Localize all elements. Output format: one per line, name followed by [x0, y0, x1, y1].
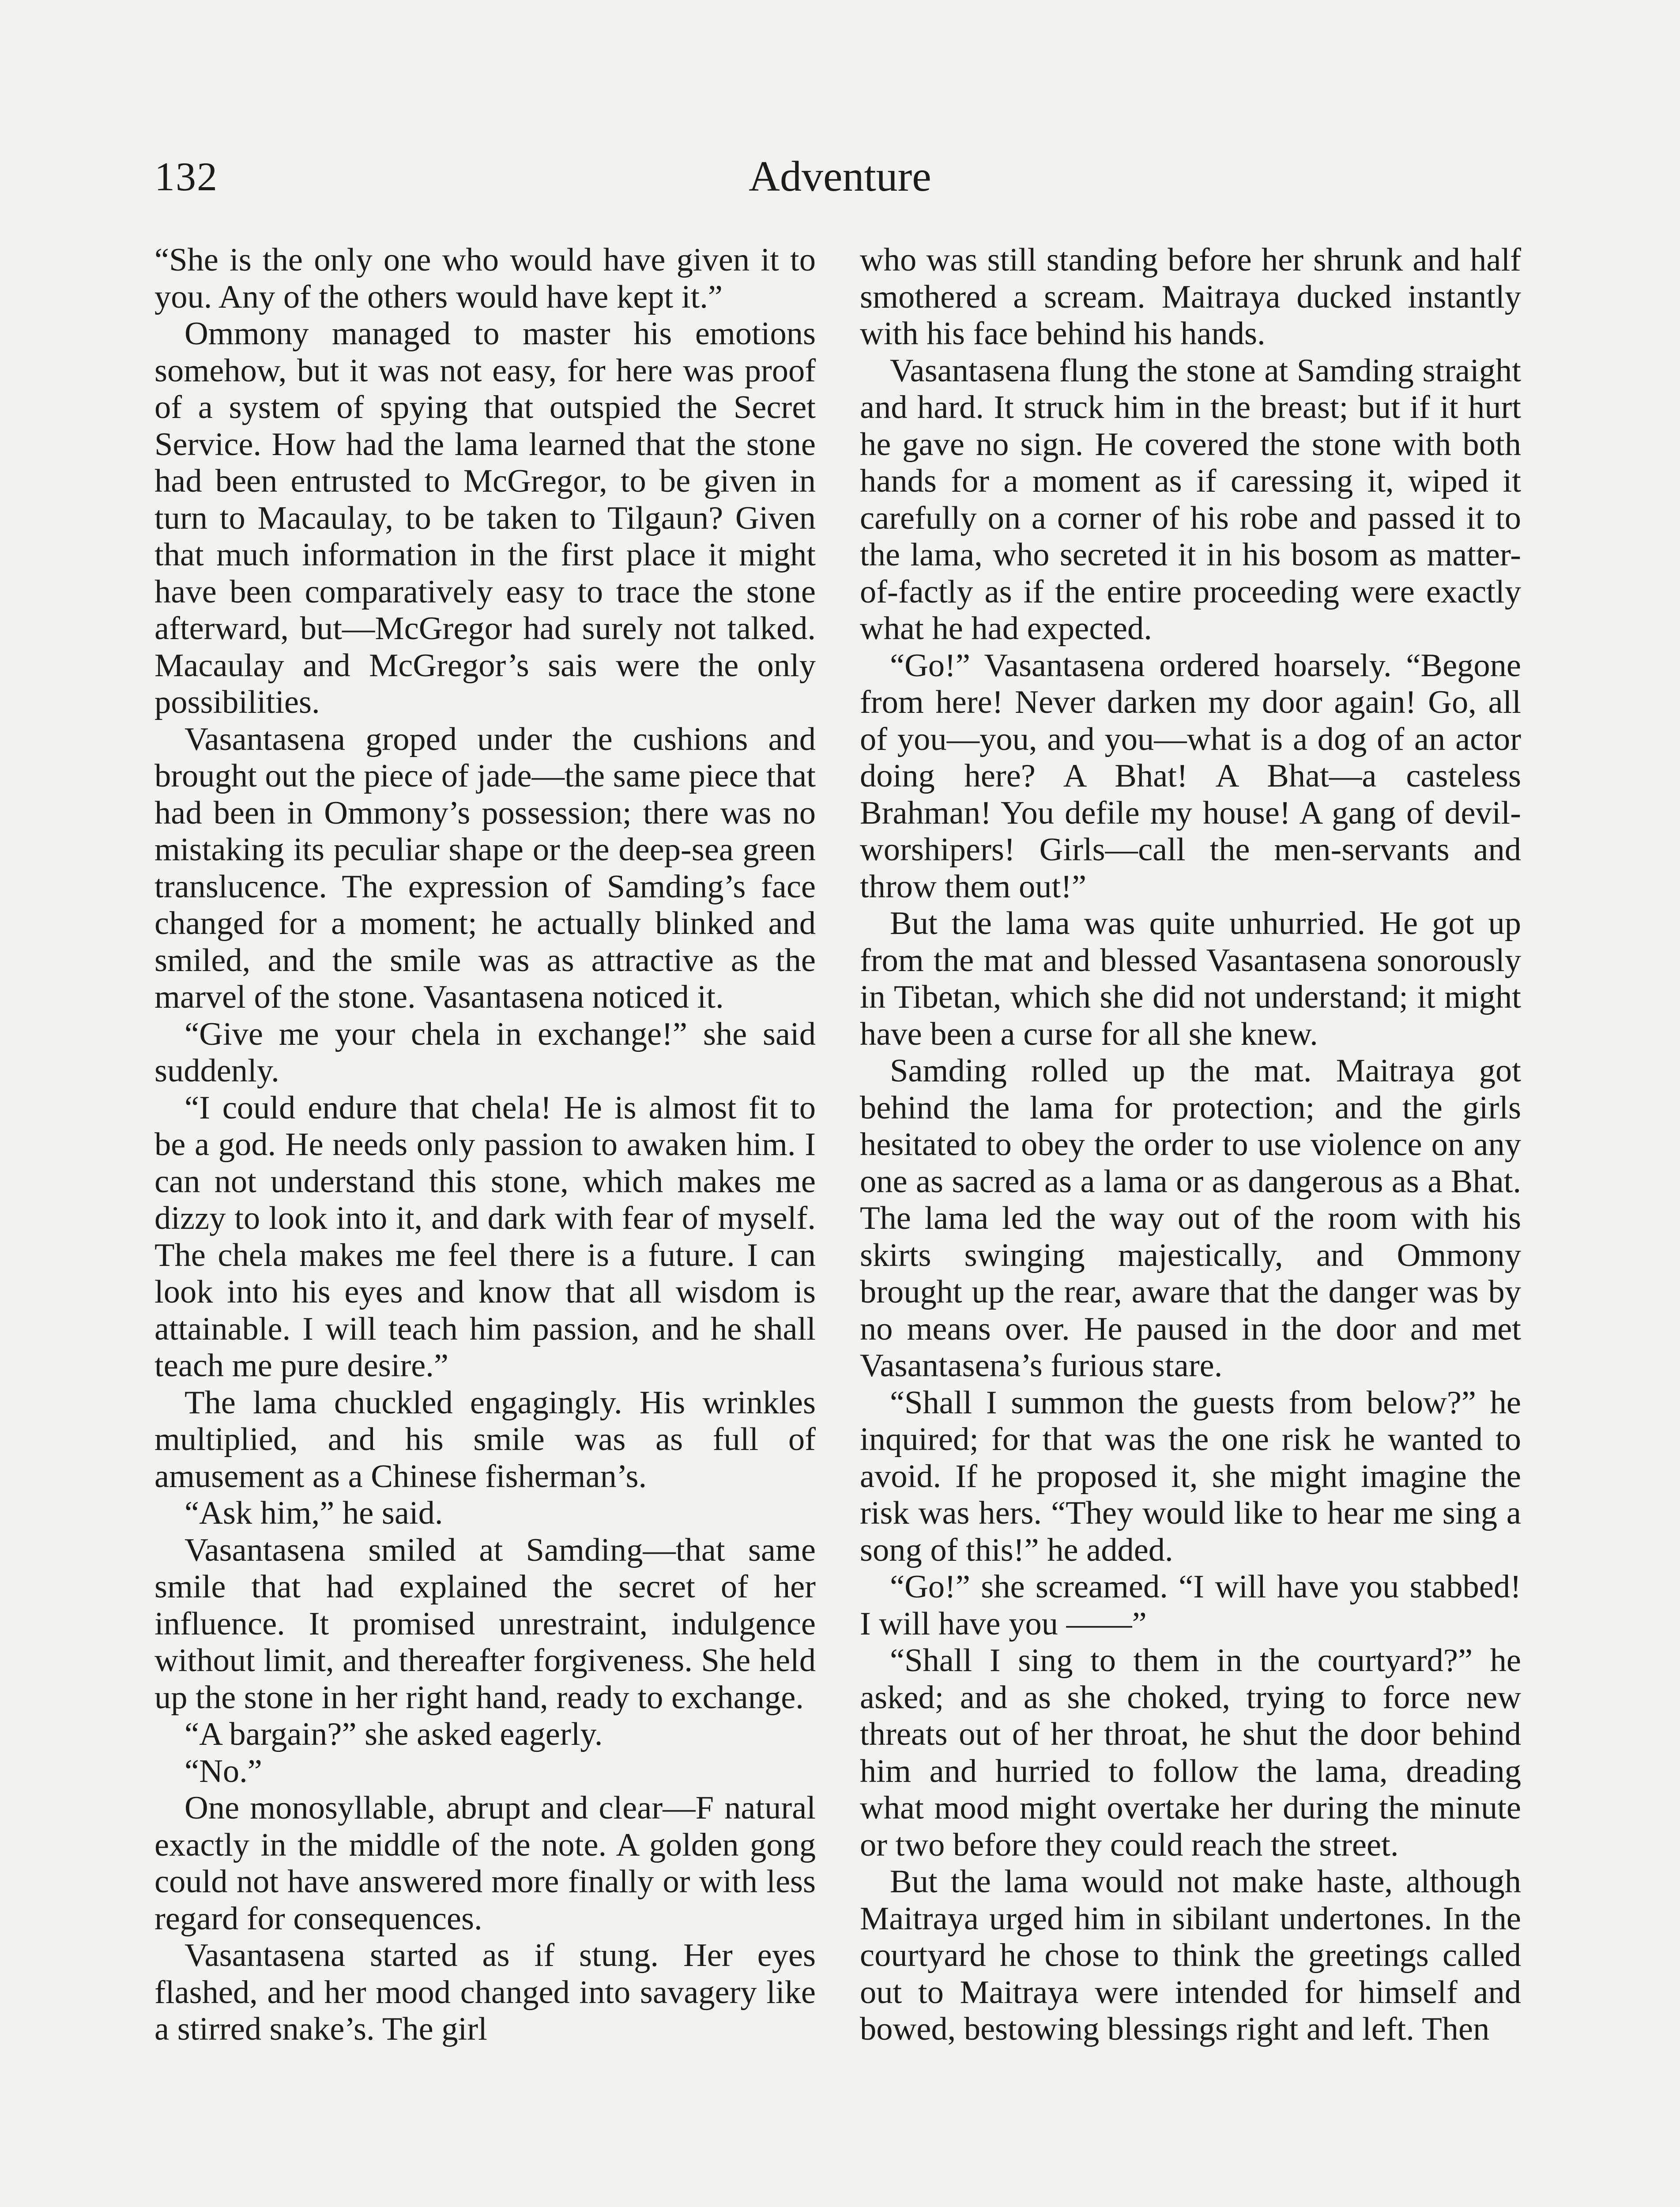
- page-title: Adventure: [749, 153, 931, 200]
- paragraph: Vasantasena smiled at Samding—that same smile that had explained the secret of her influence. It promised unrestraint, indulgence without limit, and thereafter forgiveness. She held up the stone in her right hand, ready to exchange.: [154, 1532, 816, 1716]
- paragraph: Ommony managed to master his emotions somehow, but it was not easy, for here was proof of a system of spying that outspied the Secret Service. How had the lama learned that the stone had been entrusted to McGregor, to be given in turn to Macaulay, to be taken to Tilgaun? Given that much information in the first place it might have been comparatively easy to trace the stone afterward, but—McGregor had surely not talked. Macaulay and McGregor’s sais were the only possibilities.: [154, 316, 816, 720]
- paragraph: “No.”: [185, 1753, 262, 1789]
- paragraph: who was still standing before her shrunk and half smothered a scream. Maitraya ducked instantly with his face behind his hands.: [860, 242, 1521, 352]
- paragraph: “Shall I sing to them in the courtyard?” he asked; and as she choked, trying to force new threats out of her throat, he shut the door behind him and hurried to follow the lama, dreading what mood might overtake her during the minute or two before they could reach the street.: [860, 1642, 1521, 1863]
- paragraph: “Give me your chela in exchange!” she said suddenly.: [154, 1016, 816, 1089]
- paragraph: Vasantasena started as if stung. Her eyes flashed, and her mood changed into savagery like a stirred snake’s. The girl: [154, 1937, 816, 2047]
- paragraph: One monosyllable, abrupt and clear—F natural exactly in the middle of the note. A golden gong could not have answered more finally or with less regard for consequences.: [154, 1790, 816, 1937]
- paragraph: “Go!” she screamed. “I will have you stabbed! I will have you ——”: [860, 1569, 1521, 1642]
- page-number: 132: [154, 154, 218, 199]
- paragraph: “I could endure that chela! He is almost fit to be a god. He needs only passion to awaken him. I can not understand this stone, which makes me dizzy to look into it, and dark with fear of myself. The chela makes me feel there is a future. I can look into his eyes and know that all wisdom is attainable. I will teach him passion, and he shall teach me pure desire.”: [154, 1089, 816, 1384]
- paragraph: Vasantasena flung the stone at Samding straight and hard. It struck him in the breast; but if it hurt he gave no sign. He covered the stone with both hands for a moment as if caressing it, wiped it carefully on a corner of his robe and passed it to the lama, who secreted it in his bosom as matter-of-factly as if the entire proceeding were exactly what he had expected.: [860, 352, 1521, 647]
- right-column: [860, 242, 1521, 2048]
- paragraph: Samding rolled up the mat. Maitraya got behind the lama for protection; and the girls hesitated to obey the order to use violence on any one as sacred as a lama or as dangerous as a Bhat. The lama led the way out of the room with his skirts swinging majestically, and Ommony brought up the rear, aware that the danger was by no means over. He paused in the door and met Vasantasena’s furious stare.: [860, 1053, 1521, 1384]
- paragraph: “She is the only one who would have given it to you. Any of the others would have kept it.”: [154, 242, 816, 315]
- left-column: [154, 242, 816, 2048]
- paragraph: “A bargain?” she asked eagerly.: [185, 1716, 603, 1752]
- paragraph: “Ask him,” he said.: [185, 1495, 443, 1531]
- paragraph: Vasantasena groped under the cushions and brought out the piece of jade—the same piece that had been in Ommony’s possession; there was no mistaking its peculiar shape or the deep-sea green translucence. The expression of Samding’s face changed for a moment; he actually blinked and smiled, and the smile was as attractive as the marvel of the stone. Vasantasena noticed it.: [154, 721, 816, 1015]
- page-header: [0, 146, 1680, 207]
- paragraph: “Go!” Vasantasena ordered hoarsely. “Begone from here! Never darken my door again! Go, all of you—you, and you—what is a dog of an actor doing here? A Bhat! A Bhat—a casteless Brahman! You defile my house! A gang of devil-worshipers! Girls—call the men-servants and throw them out!”: [860, 647, 1521, 905]
- paragraph: But the lama was quite unhurried. He got up from the mat and blessed Vasantasena sonorously in Tibetan, which she did not understand; it might have been a curse for all she knew.: [860, 905, 1521, 1052]
- paragraph: But the lama would not make haste, although Maitraya urged him in sibilant undertones. In the courtyard he chose to think the greetings called out to Maitraya were intended for himself and bowed, bestowing blessings right and left. Then: [860, 1864, 1521, 2047]
- paragraph: “Shall I summon the guests from below?” he inquired; for that was the one risk he wanted to avoid. If he proposed it, she might imagine the risk was hers. “They would like to hear me sing a song of this!” he added.: [860, 1384, 1521, 1568]
- paragraph: The lama chuckled engagingly. His wrinkles multiplied, and his smile was as full of amusement as a Chinese fisherman’s.: [154, 1384, 816, 1495]
